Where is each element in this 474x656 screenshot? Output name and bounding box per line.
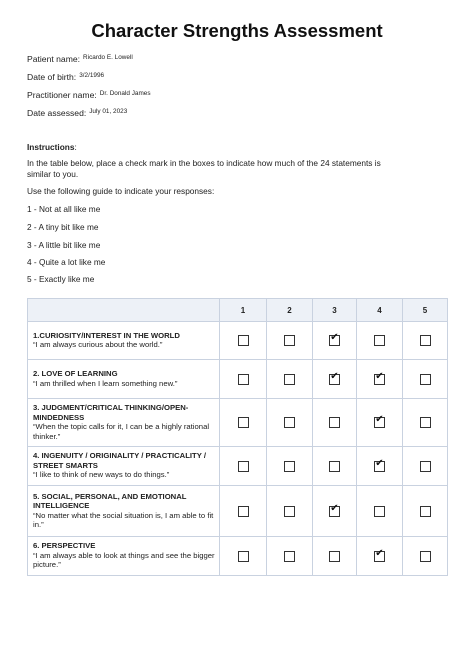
empty-checkbox[interactable]: [238, 506, 249, 517]
strength-statement: [28, 447, 220, 486]
scale-item: 5 - Exactly like me: [27, 274, 95, 284]
rating-cell: [313, 447, 357, 486]
rating-cell: [403, 537, 448, 576]
empty-checkbox[interactable]: [284, 417, 295, 428]
strength-heading: 2. LOVE OF LEARNING: [33, 369, 118, 378]
rating-cell: [220, 360, 267, 399]
rating-cell: [357, 322, 403, 360]
strength-heading: 1.CURIOSITY/INTEREST IN THE WORLD: [33, 330, 180, 340]
check-icon: ✔: [375, 370, 384, 382]
rating-cell: [403, 360, 448, 399]
strengths-table: [27, 298, 448, 576]
date-assessed-value: July 01, 2023: [89, 108, 128, 115]
instructions-colon: :: [74, 142, 77, 152]
rating-cell: [267, 322, 313, 360]
empty-checkbox[interactable]: [238, 551, 249, 562]
patient-name-value: Ricardo E. Lowell: [83, 54, 133, 61]
dob-value: 3/2/1996: [79, 72, 105, 79]
checked-checkbox[interactable]: [374, 457, 385, 472]
practitioner-value: Dr. Donald James: [99, 90, 151, 97]
strength-statement: [28, 360, 220, 399]
empty-checkbox[interactable]: [420, 551, 431, 562]
rating-cell: [313, 486, 357, 537]
rating-cell: [403, 399, 448, 447]
scale-item: 3 - A little bit like me: [27, 240, 101, 250]
patient-name-label: Patient name:: [27, 54, 81, 64]
statement-column-header: [28, 299, 220, 322]
empty-checkbox[interactable]: [284, 335, 295, 346]
empty-checkbox[interactable]: [238, 461, 249, 472]
rating-cell: [267, 447, 313, 486]
empty-checkbox[interactable]: [329, 551, 340, 562]
empty-checkbox[interactable]: [238, 374, 249, 385]
instructions-line-1: In the table below, place a check mark in the boxes to indicate how much of the 24 statements is: [27, 158, 381, 168]
date-assessed-line: [27, 108, 127, 118]
instructions-heading-text: Instructions: [27, 142, 75, 152]
rating-cell: [403, 486, 448, 537]
empty-checkbox[interactable]: [238, 335, 249, 346]
dob-label: Date of birth:: [27, 72, 77, 82]
empty-checkbox[interactable]: [374, 335, 385, 346]
instructions-heading: [27, 142, 77, 153]
empty-checkbox[interactable]: [284, 551, 295, 562]
rating-cell: [220, 399, 267, 447]
column-header: 4: [357, 299, 403, 322]
empty-checkbox[interactable]: [420, 417, 431, 428]
rating-cell: [220, 322, 267, 360]
checked-checkbox[interactable]: [329, 502, 340, 517]
empty-checkbox[interactable]: [329, 417, 340, 428]
empty-checkbox[interactable]: [420, 461, 431, 472]
table-row: [28, 360, 448, 399]
empty-checkbox[interactable]: [329, 461, 340, 472]
strength-statement: [28, 322, 220, 360]
column-header: 3: [313, 299, 357, 322]
empty-checkbox[interactable]: [374, 506, 385, 517]
check-icon: ✔: [375, 547, 384, 559]
column-header: 5: [403, 299, 448, 322]
rating-cell: [403, 447, 448, 486]
strength-statement: [28, 537, 220, 576]
rating-cell: [267, 486, 313, 537]
strength-statement: [28, 399, 220, 447]
rating-cell: [403, 322, 448, 360]
strength-heading: 6. PERSPECTIVE: [33, 541, 96, 551]
strength-quote: “No matter what the social situation is, I am able to fit in.”: [33, 510, 214, 529]
strength-quote: “When the topic calls for it, I can be a highly rational thinker.”: [33, 422, 210, 441]
strength-statement: [28, 486, 220, 537]
practitioner-label: Practitioner name:: [27, 90, 97, 100]
rating-cell: [313, 537, 357, 576]
rating-cell: [220, 537, 267, 576]
rating-cell: [313, 399, 357, 447]
table-row: [28, 322, 448, 360]
checked-checkbox[interactable]: [329, 332, 340, 346]
empty-checkbox[interactable]: [284, 374, 295, 385]
guide-text: Use the following guide to indicate your responses:: [27, 186, 215, 196]
table-header-row: [28, 299, 448, 322]
table-row: [28, 486, 448, 537]
table-row: [28, 537, 448, 576]
rating-cell: [267, 360, 313, 399]
strength-quote: “I am thrilled when I learn something new.”: [33, 378, 178, 388]
dob-line: [27, 72, 104, 82]
column-header: 1: [220, 299, 267, 322]
rating-cell: [357, 447, 403, 486]
rating-cell: [357, 360, 403, 399]
rating-cell: [267, 537, 313, 576]
empty-checkbox[interactable]: [238, 417, 249, 428]
checked-checkbox[interactable]: [329, 370, 340, 385]
rating-cell: [220, 447, 267, 486]
empty-checkbox[interactable]: [420, 506, 431, 517]
scale-item: 2 - A tiny bit like me: [27, 222, 99, 232]
rating-cell: [267, 399, 313, 447]
checked-checkbox[interactable]: [374, 414, 385, 428]
strength-quote: “I like to think of new ways to do things.”: [33, 470, 170, 480]
check-icon: ✔: [330, 332, 339, 343]
checked-checkbox[interactable]: [374, 370, 385, 385]
strength-quote: “I am always able to look at things and see the bigger picture.”: [33, 550, 215, 570]
rating-cell: [313, 360, 357, 399]
strength-heading: 4. INGENUITY / ORIGINALITY / PRACTICALITY / STREET SMARTS: [33, 451, 206, 470]
rating-cell: [220, 486, 267, 537]
check-icon: ✔: [330, 370, 339, 382]
empty-checkbox[interactable]: [284, 506, 295, 517]
rating-cell: [313, 322, 357, 360]
check-icon: ✔: [330, 502, 339, 514]
scale-item: 4 - Quite a lot like me: [27, 257, 106, 267]
check-icon: ✔: [375, 457, 384, 469]
strength-heading: 5. SOCIAL, PERSONAL, AND EMOTIONAL INTELLIGENCE: [33, 491, 187, 510]
scale-item: 1 - Not at all like me: [27, 204, 101, 214]
table-row: [28, 447, 448, 486]
checked-checkbox[interactable]: [374, 547, 385, 562]
rating-cell: [357, 399, 403, 447]
empty-checkbox[interactable]: [420, 374, 431, 385]
rating-cell: [357, 486, 403, 537]
empty-checkbox[interactable]: [420, 335, 431, 346]
strength-heading: 3. JUDGMENT/CRITICAL THINKING/OPEN-MINDEDNESS: [33, 403, 189, 422]
practitioner-line: [27, 90, 151, 100]
empty-checkbox[interactable]: [284, 461, 295, 472]
rating-cell: [357, 537, 403, 576]
date-assessed-label: Date assessed:: [27, 108, 87, 118]
instructions-line-2: similar to you.: [27, 169, 79, 179]
document-title: Character Strengths Assessment: [91, 20, 383, 41]
column-header: 2: [267, 299, 313, 322]
check-icon: ✔: [375, 414, 384, 425]
strength-quote: “I am always curious about the world.”: [33, 340, 163, 349]
table-row: [28, 399, 448, 447]
patient-name-line: [27, 54, 133, 64]
